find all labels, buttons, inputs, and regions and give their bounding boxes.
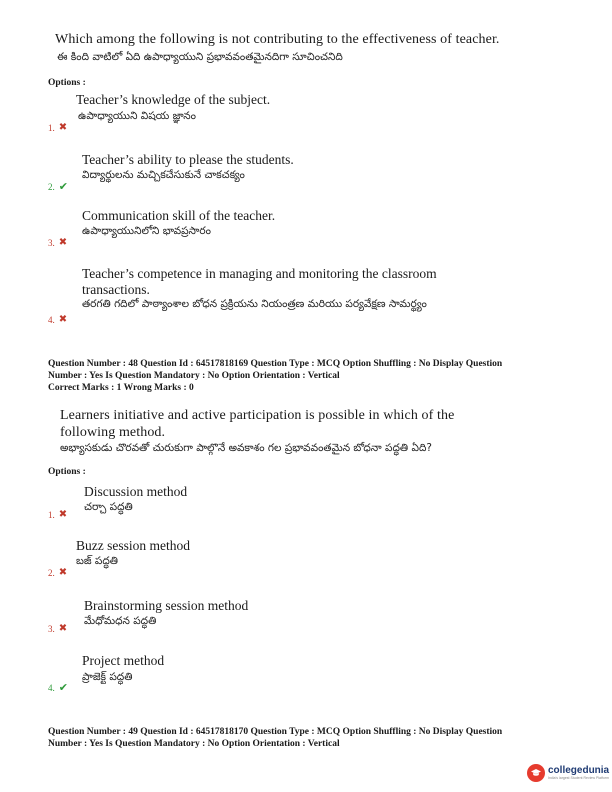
wrong-mark-icon: ✖	[58, 509, 68, 520]
option-text: Project method	[82, 653, 165, 668]
option-text: Discussion method	[84, 484, 188, 499]
option-text-telugu: ఉపాధ్యాయునిలోని భావప్రసారం	[82, 225, 211, 237]
question-meta-line1: Question Number : 48 Question Id : 64517818169 Question Type : MCQ Option Shuffling : No Display Question	[48, 359, 503, 369]
question-text: Learners initiative and active participation is possible in which of the	[60, 408, 455, 423]
option-number: 1.	[48, 509, 55, 520]
option-number: 4.	[48, 682, 55, 693]
wrong-mark-icon: ✖	[58, 567, 68, 578]
option-number-row	[48, 623, 67, 634]
correct-check-icon: ✔	[58, 681, 68, 694]
marks-line: Correct Marks : 1 Wrong Marks : 0	[48, 383, 194, 393]
option-text-telugu: ఉపాధ్యాయుని విషయ జ్ఞానం	[78, 110, 196, 122]
options-label: Options :	[48, 78, 86, 88]
option-text-telugu: మేధోమధన పద్ధతి	[84, 615, 157, 627]
option-number: 1.	[48, 122, 55, 133]
option-number-row	[48, 237, 67, 248]
option-text: Buzz session method	[76, 538, 190, 553]
option-number: 3.	[48, 623, 55, 634]
option-text: Brainstorming session method	[84, 598, 249, 613]
option-number-row	[48, 314, 67, 325]
option-text: Communication skill of the teacher.	[82, 208, 276, 223]
correct-check-icon: ✔	[58, 180, 68, 193]
option-text-telugu: చర్చా పద్ధతి	[84, 501, 133, 513]
option-text: Teacher’s competence in managing and monitoring the classroom	[82, 266, 437, 281]
question-text: Which among the following is not contributing to the effectiveness of teacher.	[55, 32, 500, 47]
question-text-line2: following method.	[60, 425, 166, 440]
option-number-row	[48, 509, 67, 520]
option-text-telugu: ప్రాజెక్ట్ పద్ధతి	[82, 671, 133, 683]
question-meta-line1: Question Number : 49 Question Id : 64517818170 Question Type : MCQ Option Shuffling : No Display Question	[48, 727, 503, 737]
option-text: Teacher’s ability to please the students.	[82, 152, 294, 167]
option-number: 2.	[48, 181, 55, 192]
collegedunia-logo	[527, 764, 609, 782]
option-number-row	[48, 122, 67, 133]
graduation-cap-icon	[527, 764, 545, 782]
wrong-mark-icon: ✖	[58, 122, 68, 133]
wrong-mark-icon: ✖	[58, 314, 68, 325]
option-number-row	[48, 681, 68, 694]
option-text-telugu: బజ్ పద్ధతి	[76, 555, 118, 567]
option-number-row	[48, 180, 68, 193]
option-text-telugu: తరగతి గదిలో పాఠ్యాంశాల బోధన ప్రక్రియను నియంత్రణ మరియు పర్యవేక్షణ సామర్థ్యం	[82, 298, 427, 310]
options-label: Options :	[48, 467, 86, 477]
question-text-telugu: అభ్యాసకుడు చొరవతో చురుకుగా పాల్గొనే అవకాశం గల ప్రభావవంతమైన బోధనా పద్ధతి ఏది?	[60, 442, 432, 454]
wrong-mark-icon: ✖	[58, 623, 68, 634]
option-text: Teacher’s knowledge of the subject.	[76, 92, 271, 107]
option-number: 3.	[48, 237, 55, 248]
option-number-row	[48, 567, 67, 578]
option-text-line2: transactions.	[82, 282, 150, 297]
question-meta-line2: Number : Yes Is Question Mandatory : No Option Orientation : Vertical	[48, 371, 340, 381]
option-text-telugu: విద్యార్థులను మచ్చికచేసుకునే చాకచక్యం	[82, 169, 245, 181]
logo-tagline: India's largest Student Review Platform	[548, 775, 609, 780]
wrong-mark-icon: ✖	[58, 237, 68, 248]
question-meta-line2: Number : Yes Is Question Mandatory : No Option Orientation : Vertical	[48, 739, 340, 749]
option-number: 2.	[48, 567, 55, 578]
question-text-telugu: ఈ కింది వాటిలో ఏది ఉపాధ్యాయుని ప్రభావవంతమైనదిగా సూచించనిది	[57, 51, 343, 63]
option-number: 4.	[48, 314, 55, 325]
logo-name: collegedunia	[548, 764, 610, 776]
